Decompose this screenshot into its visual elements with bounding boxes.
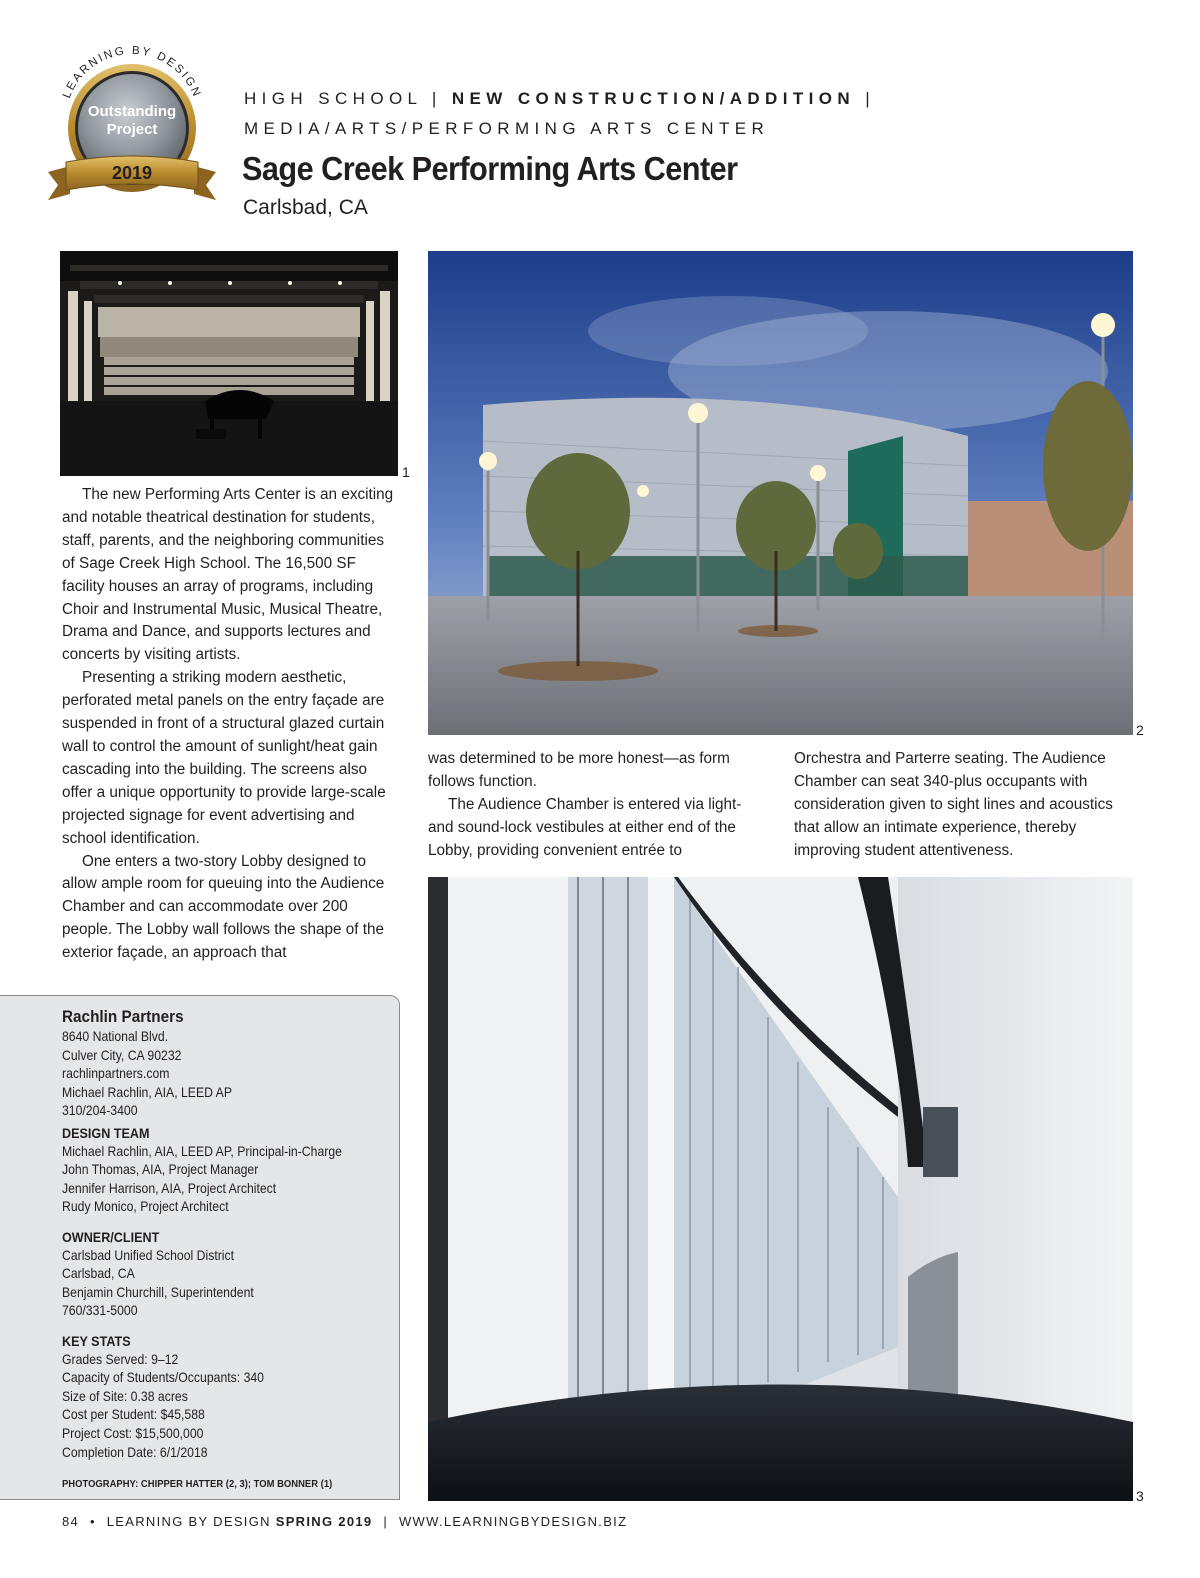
owner-line: 760/331-5000: [62, 1303, 138, 1319]
photo-exterior: [428, 251, 1133, 735]
team-member: Rudy Monico, Project Architect: [62, 1199, 229, 1215]
paragraph: was determined to be more honest—as form follows function.: [428, 750, 730, 790]
stat-line: Cost per Student: $45,588: [62, 1407, 205, 1423]
svg-text:LEARNING BY DESIGN: LEARNING BY DESIGN: [60, 44, 204, 101]
article-column-1: [62, 484, 396, 965]
photo-number-3: 3: [1136, 1488, 1144, 1504]
paragraph: The Audience Chamber is entered via light- and sound-lock vestibules at either end of the Lobby, providing convenient entrée to: [428, 795, 742, 859]
firm-name: Rachlin Partners: [62, 1007, 184, 1026]
firm-website: rachlinpartners.com: [62, 1066, 170, 1082]
photo-number-2: 2: [1136, 722, 1144, 738]
badge-line1: Outstanding: [87, 103, 177, 120]
badge-line2: Project: [106, 121, 158, 138]
design-team: [62, 1124, 342, 1217]
owner-line: Carlsbad Unified School District: [62, 1247, 235, 1263]
paragraph: Presenting a striking modern aesthetic, perforated metal panels on the entry façade are suspended in front of a structural glazed curtain wall to control the amount of sunlight/heat gain cascading into the building. The screens also offer a unique opportunity to provide large-scale projected signage for event advertising and school identification.: [62, 669, 386, 847]
photo-number-1: 1: [402, 464, 410, 480]
owner-heading: OWNER/CLIENT: [62, 1229, 160, 1245]
team-member: John Thomas, AIA, Project Manager: [62, 1162, 259, 1178]
key-stats-heading: KEY STATS: [62, 1333, 131, 1349]
article-column-2: [428, 748, 768, 863]
stat-line: Capacity of Students/Occupants: 340: [62, 1370, 264, 1386]
category-line-1: HIGH SCHOOL | NEW CONSTRUCTION/ADDITION |: [244, 89, 876, 108]
photo-auditorium: [60, 251, 398, 476]
firm-contact: Michael Rachlin, AIA, LEED AP: [62, 1084, 233, 1100]
firm-phone: 310/204-3400: [62, 1103, 138, 1119]
stat-line: Completion Date: 6/1/2018: [62, 1444, 208, 1460]
issue-label: SPRING 2019: [275, 1514, 373, 1529]
paragraph: One enters a two-story Lobby designed to allow ample room for queuing into the Audience Chamber and can accommodate over 200 people. The Lobby wall follows the shape of the exterior façade, an approach that: [62, 852, 385, 962]
paragraph: The new Performing Arts Center is an exciting and notable theatrical destination for students, staff, parents, and the neighboring communities of Sage Creek High School. The 16,500 SF facility houses an array of programs, including Choir and Instrumental Music, Musical Theatre, Drama and Dance, and supports lectures and concerts by visiting artists.: [62, 486, 394, 664]
outstanding-project-badge: [44, 34, 220, 210]
key-stats: [62, 1332, 264, 1462]
photography-credit: PHOTOGRAPHY: CHIPPER HATTER (2, 3); TOM BONNER (1): [62, 1478, 333, 1490]
badge-year: 2019: [111, 163, 153, 183]
stat-line: Grades Served: 9–12: [62, 1351, 179, 1367]
design-team-heading: DESIGN TEAM: [62, 1125, 150, 1141]
stat-line: Project Cost: $15,500,000: [62, 1425, 204, 1441]
team-member: Michael Rachlin, AIA, LEED AP, Principal-in-Charge: [62, 1143, 342, 1159]
project-location: Carlsbad, CA: [243, 196, 368, 219]
website-link[interactable]: WWW.LEARNINGBYDESIGN.BIZ: [398, 1514, 628, 1529]
footer-divider: |: [383, 1514, 389, 1529]
stat-line: Size of Site: 0.38 acres: [62, 1388, 188, 1404]
photo-lobby: [428, 877, 1133, 1501]
footer-bullet: •: [89, 1514, 96, 1529]
team-member: Jennifer Harrison, AIA, Project Architect: [62, 1180, 277, 1196]
article-column-3: [794, 748, 1134, 863]
page-number: 84: [62, 1514, 80, 1529]
publication-name: LEARNING BY DESIGN: [106, 1514, 271, 1529]
firm-city: Culver City, CA 90232: [62, 1047, 182, 1063]
page-title: Sage Creek Performing Arts Center: [242, 150, 738, 187]
firm-info: [62, 1006, 232, 1121]
owner-client: [62, 1228, 254, 1321]
page-footer: [62, 1514, 627, 1529]
owner-line: Benjamin Churchill, Superintendent: [62, 1284, 254, 1300]
firm-address: 8640 National Blvd.: [62, 1029, 169, 1044]
owner-line: Carlsbad, CA: [62, 1266, 135, 1282]
paragraph: Orchestra and Parterre seating. The Audience Chamber can seat 340-plus occupants with consideration given to sight lines and acoustics that allow an intimate experience, thereby improving student attentiveness.: [794, 750, 1113, 859]
category-line-2: MEDIA/ARTS/PERFORMING ARTS CENTER: [244, 119, 770, 138]
